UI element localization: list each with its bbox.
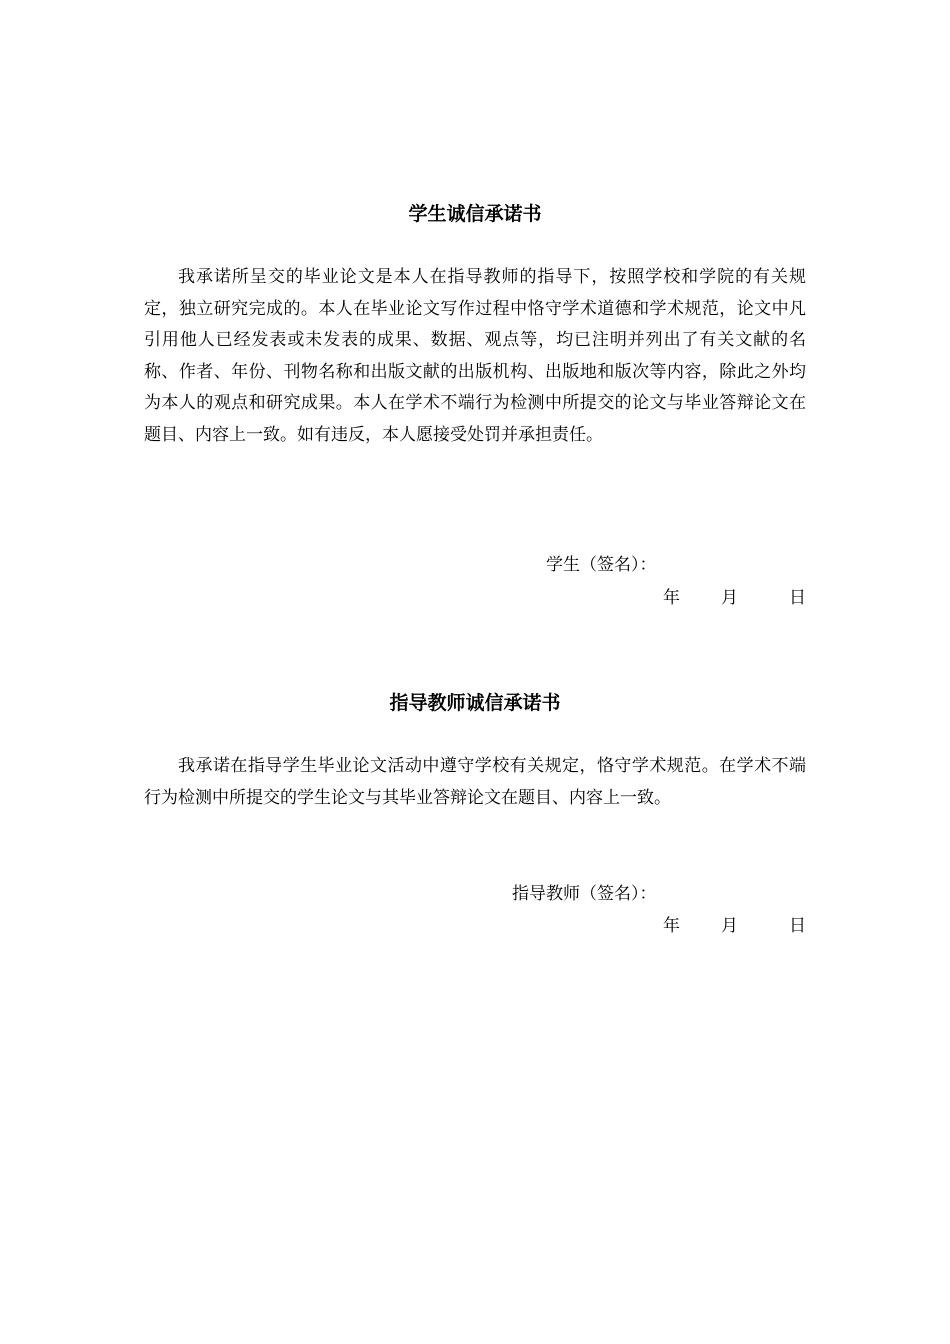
advisor-pledge-title: 指导教师诚信承诺书 xyxy=(389,692,561,714)
student-pledge-title: 学生诚信承诺书 xyxy=(408,203,542,225)
advisor-date-month: 月 xyxy=(721,916,738,936)
student-date-line xyxy=(0,586,950,610)
advisor-date-day: 日 xyxy=(789,916,806,936)
advisor-pledge-body: 我承诺在指导学生毕业论文活动中遵守学校有关规定，恪守学术规范。在学术不端行为检测中所提交的学生论文与其毕业答辩论文在题目、内容上一致。 xyxy=(144,756,806,808)
student-date-year: 年 xyxy=(663,588,680,608)
advisor-date-line xyxy=(0,914,950,938)
student-pledge-body: 我承诺所呈交的毕业论文是本人在指导教师的指导下，按照学校和学院的有关规定，独立研究完成的。本人在毕业论文写作过程中恪守学术道德和学术规范，论文中凡引用他人已经发表或未发表的成果、数据、观点等，均已注明并列出了有关文献的名称、作者、年份、刊物名称和出版文献的出版机构、出版地和版次等内容，除此之外均为本人的观点和研究成果。本人在学术不端行为检测中所提交的论文与毕业答辩论文在题目、内容上一致。如有违反，本人愿接受处罚并承担责任。 xyxy=(144,267,806,445)
student-signature-label: 学生（签名）： xyxy=(546,555,657,575)
advisor-date-year: 年 xyxy=(663,916,680,936)
student-date-month: 月 xyxy=(721,588,738,608)
advisor-signature-label: 指导教师（签名）： xyxy=(512,884,657,904)
student-date-day: 日 xyxy=(789,588,806,608)
